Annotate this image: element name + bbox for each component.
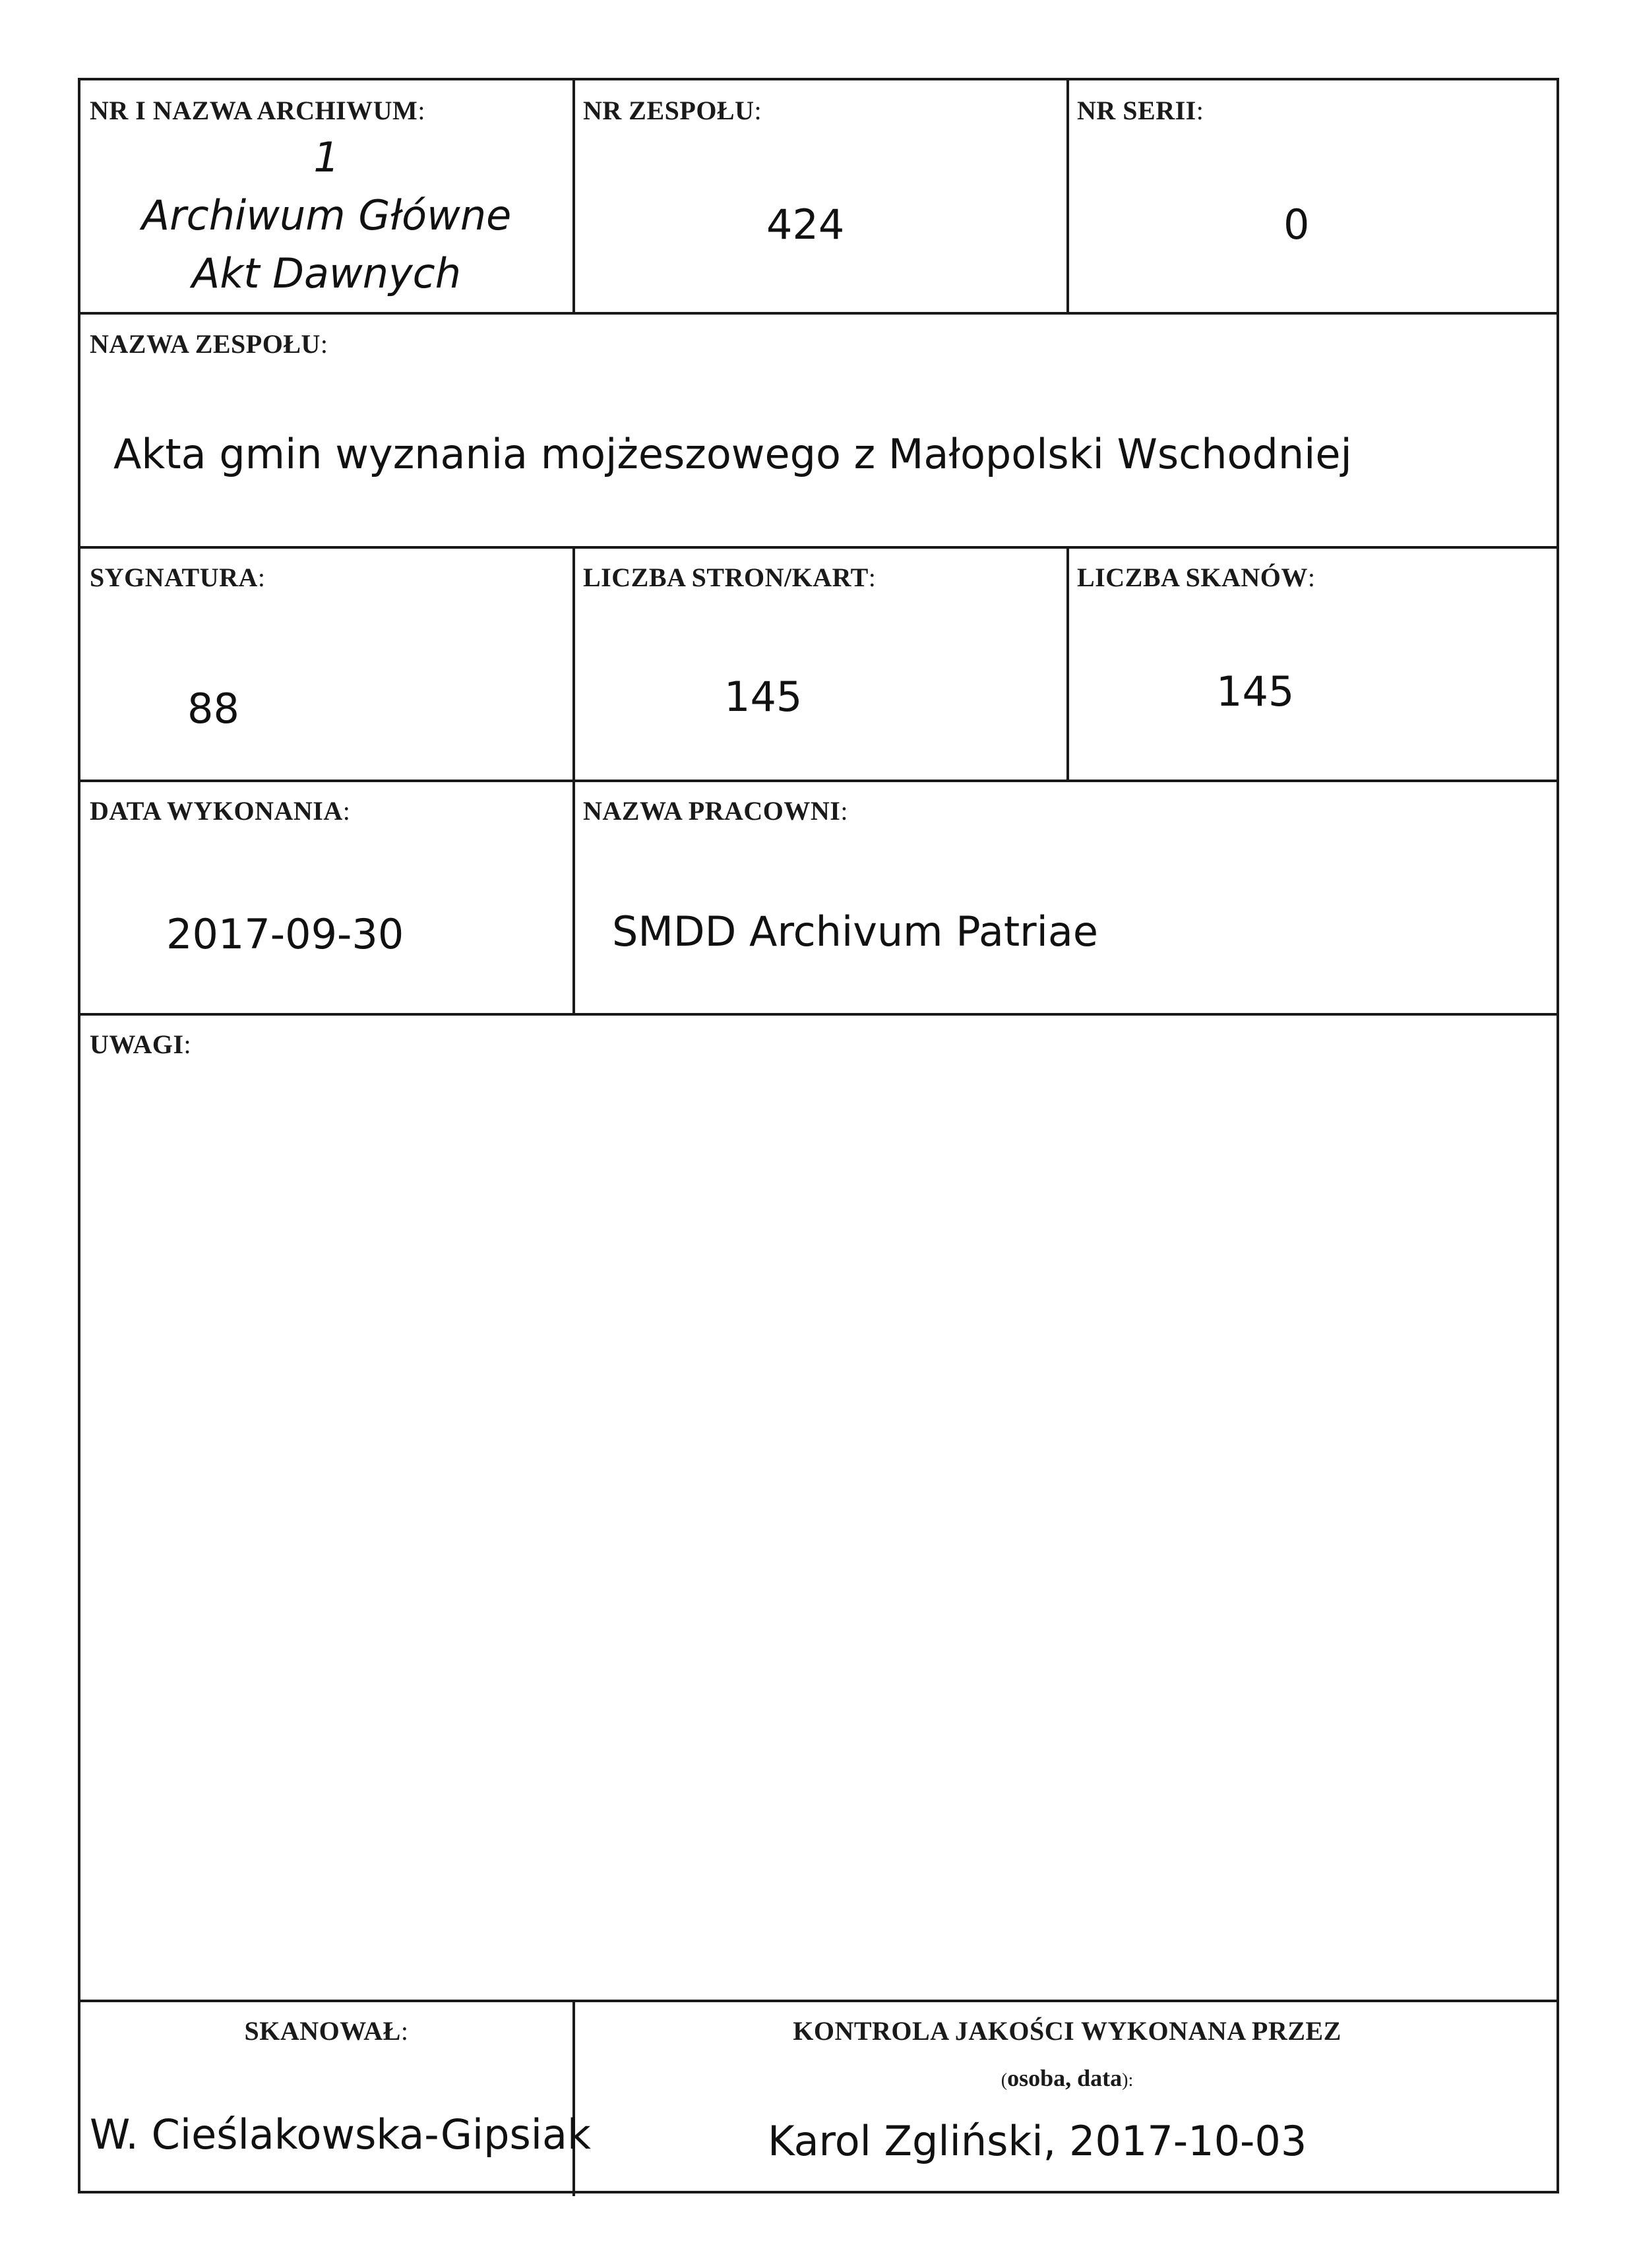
fonds-name-value: Akta gmin wyznania mojżeszowego z Małopolski Wschodniej (113, 430, 1352, 478)
page-count-value: 145 (724, 673, 803, 721)
scanned-by-label: SKANOWAŁ: (244, 2016, 409, 2046)
scanned-by-value: W. Cieślakowska-Gipsiak (90, 2110, 591, 2159)
fonds-name-label: NAZWA ZESPOŁU: (90, 329, 328, 359)
workshop-value: SMDD Archivum Patriae (612, 907, 1099, 956)
archive-name-line2: Akt Dawnych (191, 249, 462, 297)
fonds-number-value: 424 (766, 200, 845, 249)
series-number-value: 0 (1283, 200, 1310, 249)
page-count-label: LICZBA STRON/KART: (583, 563, 877, 592)
quality-control-label: KONTROLA JAKOŚCI WYKONANA PRZEZ (793, 2016, 1342, 2046)
fonds-number-label: NR ZESPOŁU: (583, 96, 762, 125)
row-divider-1 (80, 312, 1557, 315)
col-divider-row3-b (1066, 546, 1069, 780)
quality-control-sublabel: (osoba, data): (1001, 2065, 1134, 2091)
col-divider-row3-a (572, 546, 575, 780)
archive-number: 1 (313, 133, 340, 181)
remarks-label: UWAGI: (90, 1029, 192, 1059)
col-divider-row4 (572, 780, 575, 1013)
col-divider-row1-b (1066, 80, 1069, 312)
row-divider-5 (80, 2000, 1557, 2002)
archive-label: NR I NAZWA ARCHIWUM: (90, 96, 425, 125)
signature-label: SYGNATURA: (90, 563, 266, 592)
quality-control-value: Karol Zgliński, 2017-10-03 (768, 2117, 1307, 2165)
scan-count-value: 145 (1216, 667, 1295, 716)
scan-count-label: LICZBA SKANÓW: (1077, 563, 1316, 592)
row-divider-2 (80, 546, 1557, 549)
row-divider-4 (80, 1013, 1557, 1016)
archive-name-line1: Archiwum Główne (141, 191, 512, 239)
archive-metadata-form (78, 78, 1559, 2193)
row-divider-3 (80, 780, 1557, 782)
execution-date-value: 2017-09-30 (166, 910, 404, 958)
col-divider-row1-a (572, 80, 575, 312)
execution-date-label: DATA WYKONANIA: (90, 796, 351, 826)
workshop-label: NAZWA PRACOWNI: (583, 796, 848, 826)
series-number-label: NR SERII: (1077, 96, 1204, 125)
signature-value: 88 (187, 685, 239, 733)
